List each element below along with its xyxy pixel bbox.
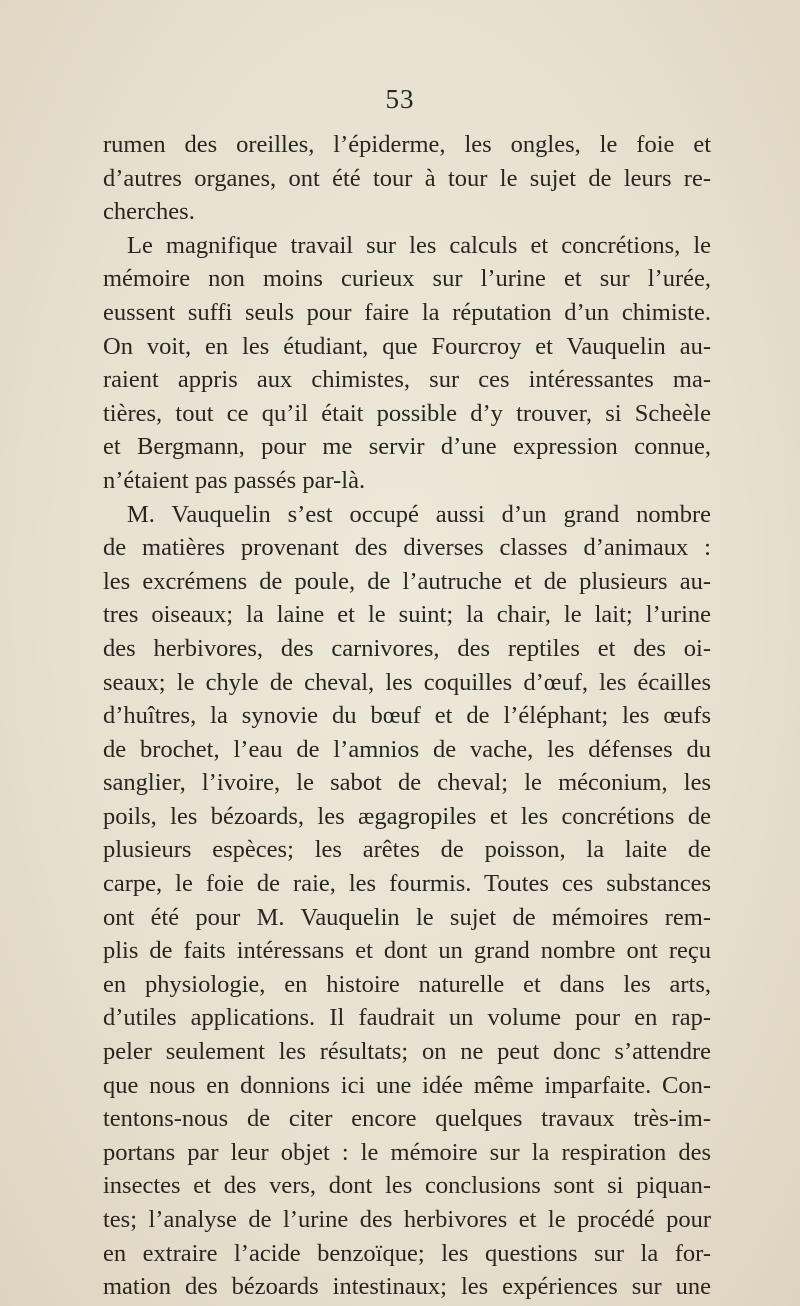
body-text	[103, 128, 711, 1304]
text-line: eussent suffi seuls pour faire la réputation d’un chimiste.	[103, 298, 711, 326]
text-line: tières, tout ce qu’il était possible d’y trouver, si Scheèle	[103, 399, 711, 427]
text-line: d’autres organes, ont été tour à tour le sujet de leurs re-	[103, 164, 711, 192]
text-line: tes; l’analyse de l’urine des herbivores et le procédé pour	[103, 1206, 711, 1233]
text-line: M. Vauquelin s’est occupé aussi d’un grand nombre	[127, 500, 711, 528]
text-line: tentons-nous de citer encore quelques travaux très-im-	[103, 1105, 711, 1133]
text-line: mémoire non moins curieux sur l’urine et sur l’urée,	[103, 265, 711, 293]
text-line: n’étaient pas passés par-là.	[103, 466, 366, 494]
text-line: en extraire l’acide benzoïque; les questions sur la for-	[103, 1239, 711, 1267]
text-line: raient appris aux chimistes, sur ces intéressantes ma-	[103, 366, 711, 394]
text-line: plusieurs espèces; les arêtes de poisson, la laite de	[103, 836, 711, 864]
text-line: peler seulement les résultats; on ne peut donc s’attendre	[103, 1038, 711, 1066]
text-line: et Bergmann, pour me servir d’une expression connue,	[103, 433, 711, 461]
text-line: rumen des oreilles, l’épiderme, les ongles, le foie et	[103, 131, 711, 158]
text-line: carpe, le foie de raie, les fourmis. Toutes ces substances	[103, 870, 711, 898]
text-line: portans par leur objet : le mémoire sur la respiration des	[103, 1138, 711, 1166]
text-line: d’utiles applications. Il faudrait un volume pour en rap-	[103, 1004, 711, 1032]
text-line: Le magnifique travail sur les calculs et concrétions, le	[127, 231, 711, 259]
text-line: tres oiseaux; la laine et le suint; la chair, le lait; l’urine	[103, 601, 711, 629]
text-line: d’huîtres, la synovie du bœuf et de l’éléphant; les œufs	[103, 702, 711, 730]
text-line: sanglier, l’ivoire, le sabot de cheval; le méconium, les	[103, 769, 711, 797]
text-line: des herbivores, des carnivores, des reptiles et des oi-	[103, 634, 711, 662]
text-line: plis de faits intéressans et dont un grand nombre ont reçu	[103, 937, 711, 965]
text-line: cherches.	[103, 198, 195, 226]
text-line: de matières provenant des diverses classes d’animaux :	[103, 534, 711, 562]
text-line: les excrémens de poule, de l’autruche et de plusieurs au-	[103, 567, 711, 595]
text-line: On voit, en les étudiant, que Fourcroy et Vauquelin au-	[103, 332, 711, 360]
text-line: que nous en donnions ici une idée même imparfaite. Con-	[103, 1071, 711, 1099]
text-line: mation des bézoards intestinaux; les expériences sur une	[103, 1273, 711, 1301]
text-line: seaux; le chyle de cheval, les coquilles d’œuf, les écailles	[103, 668, 711, 696]
page-number: 53	[385, 84, 415, 114]
text-line: ont été pour M. Vauquelin le sujet de mémoires rem-	[103, 903, 711, 931]
text-line: en physiologie, en histoire naturelle et dans les arts,	[103, 970, 711, 998]
text-line: poils, les bézoards, les ægagropiles et les concrétions de	[103, 802, 711, 830]
text-line: insectes et des vers, dont les conclusions sont si piquan-	[103, 1172, 711, 1200]
text-line: de brochet, l’eau de l’amnios de vache, les défenses du	[103, 735, 711, 763]
